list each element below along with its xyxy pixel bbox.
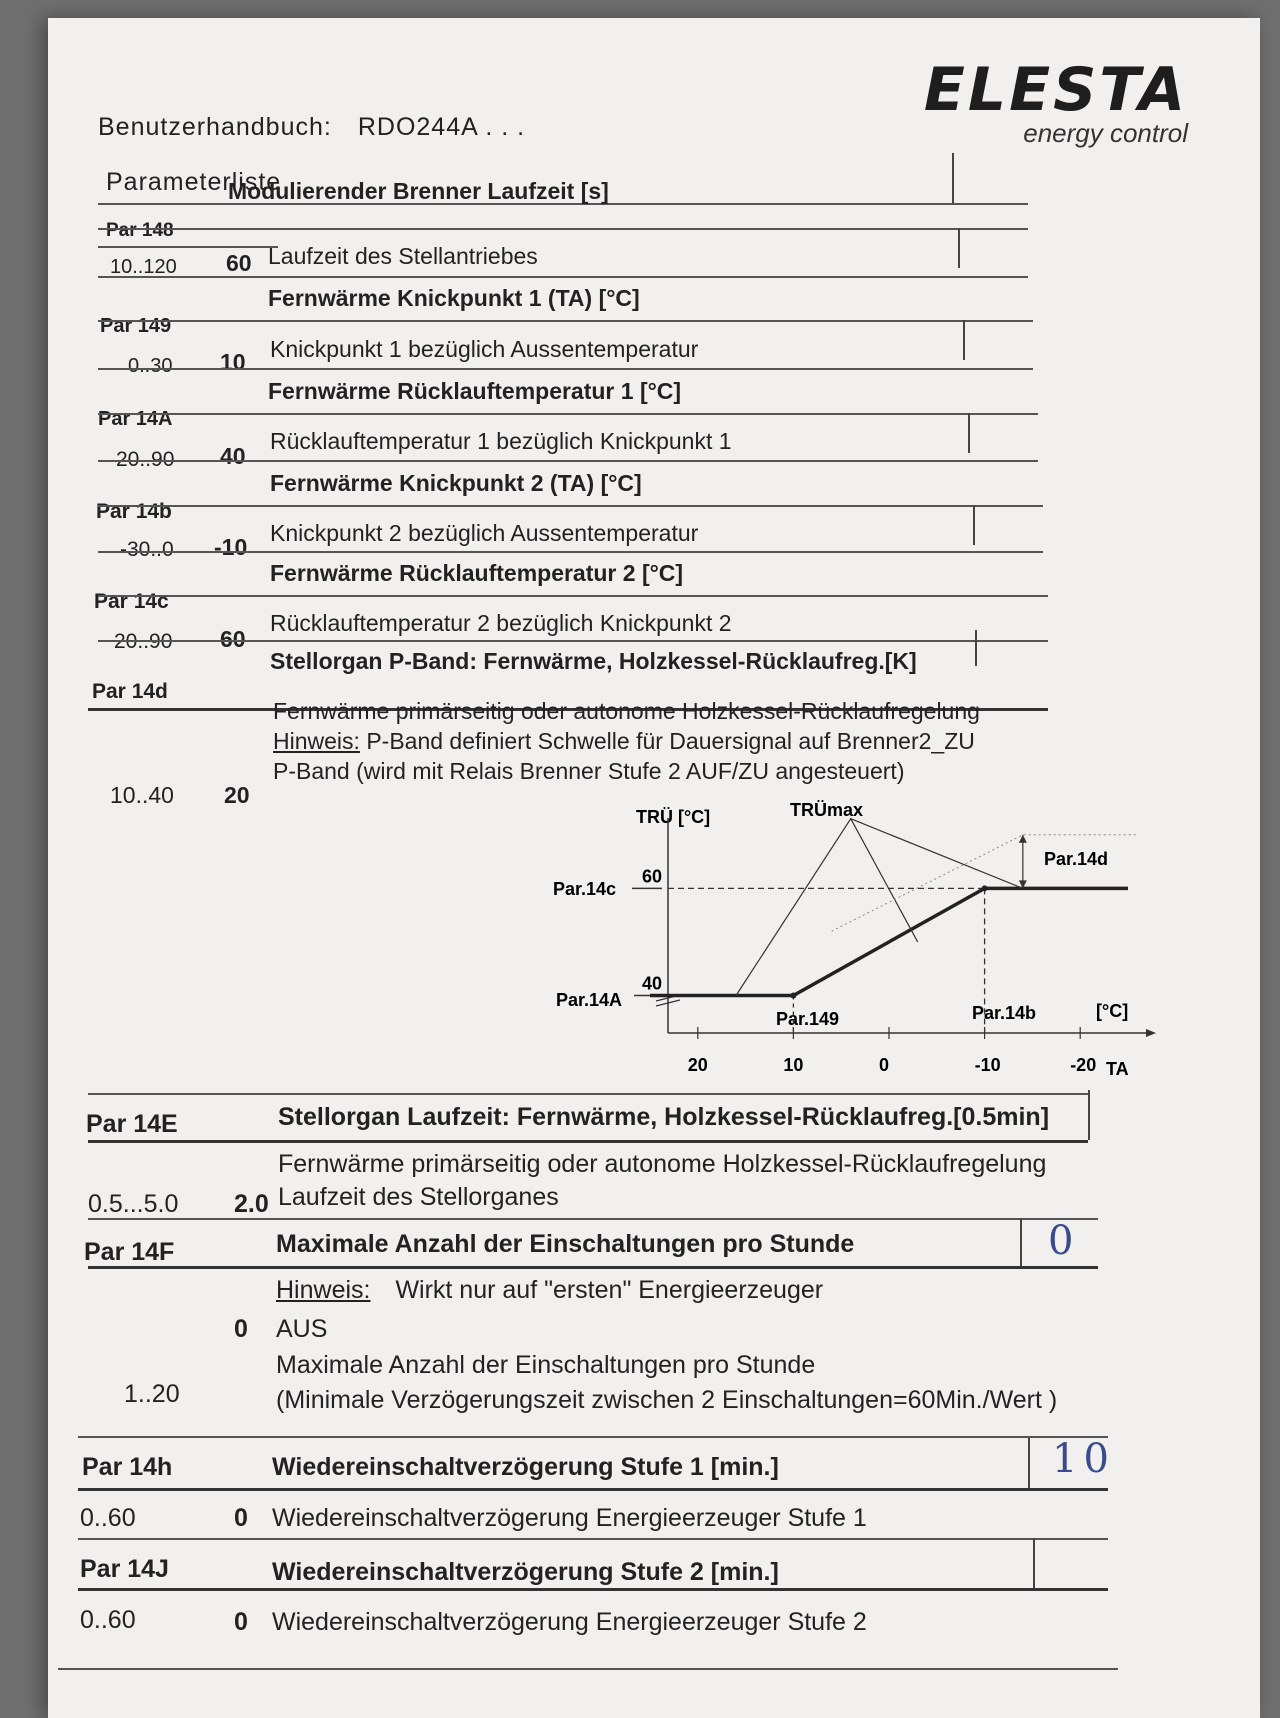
par14b-range: -30..0 (120, 538, 174, 561)
par14E-range: 0.5...5.0 (88, 1190, 179, 1218)
par14c-default: 60 (220, 626, 246, 652)
par14E-default: 2.0 (234, 1190, 269, 1218)
series-line (650, 888, 1128, 995)
par14F-title: Maximale Anzahl der Einschaltungen pro Stunde (276, 1230, 855, 1258)
par14F-range: 1..20 (124, 1380, 180, 1408)
par14A-desc: Rücklauftemperatur 1 bezüglich Knickpunkt 1 (270, 428, 732, 454)
x-tick-label: 20 (687, 1055, 708, 1075)
par14d-default: 20 (224, 782, 250, 808)
par14A-annotation: Par.14A (556, 990, 623, 1010)
doc-title: Benutzerhandbuch: (98, 113, 332, 141)
par14F-hint: Wirkt nur auf "ersten" Energieerzeuger (395, 1276, 824, 1304)
return-temperature-chart (553, 793, 1228, 1079)
par14h-title: Wiedereinschaltverzögerung Stufe 1 [min.] (272, 1453, 779, 1481)
par14A-code: Par 14A (98, 408, 173, 430)
par14A-default: 40 (220, 443, 246, 469)
doc-header (98, 113, 525, 142)
par149-annotation: Par.149 (776, 1009, 840, 1029)
elesta-logo (923, 55, 1188, 149)
par14F-code: Par 14F (84, 1238, 175, 1266)
par14h-range: 0..60 (80, 1504, 136, 1532)
par148-code: Par 148 (106, 220, 174, 241)
par148-default: 60 (226, 250, 252, 276)
par14c-desc: Rücklauftemperatur 2 bezüglich Knickpunkt 2 (270, 610, 732, 636)
x-tick-label: 0 (879, 1055, 890, 1075)
par14E-code: Par 14E (86, 1110, 178, 1138)
y-tick-label: 60 (642, 866, 663, 887)
x-tick-label: 10 (783, 1055, 804, 1075)
par14d-annotation: Par.14d (1044, 849, 1109, 869)
par14A-range: 20..90 (116, 448, 175, 471)
x-tick-label: -20 (1070, 1055, 1097, 1075)
logo-tagline: energy control (1023, 118, 1188, 148)
handwritten-par14F: 0 (1048, 1218, 1074, 1264)
par14F-opt0-text: AUS (276, 1315, 328, 1343)
par14d-desc: P-Band (wird mit Relais Brenner Stufe 2 AUF/ZU angesteuert) (273, 758, 905, 784)
par14h-default: 0 (234, 1504, 248, 1532)
series-point (982, 885, 988, 891)
par149-desc: Knickpunkt 1 bezüglich Aussentemperatur (270, 336, 699, 362)
par14F-desc: Maximale Anzahl der Einschaltungen pro Stunde (276, 1351, 816, 1379)
par14c-range: 20..90 (114, 630, 173, 653)
par148-title: Modulierender Brenner Laufzeit [s] (228, 178, 609, 204)
par14F-desc2: (Minimale Verzögerungszeit zwischen 2 Einschaltungen=60Min./Wert ) (276, 1386, 1058, 1414)
section-title: Parameterliste (106, 168, 282, 196)
par14h-desc: Wiedereinschaltverzögerung Energieerzeuger Stufe 1 (272, 1504, 867, 1532)
par14d-hint: P-Band definiert Schwelle für Dauersignal auf Brenner2_ZU (366, 728, 975, 754)
trumax-line (851, 819, 1023, 889)
par14E-desc: Laufzeit des Stellorganes (278, 1183, 559, 1211)
par14c-code: Par 14c (94, 590, 169, 613)
par14h-code: Par 14h (82, 1453, 173, 1481)
par14b-default: -10 (214, 534, 248, 560)
peak-label: TRÜmax (790, 800, 864, 820)
par148-desc: Laufzeit des Stellantriebes (268, 243, 538, 269)
par14b-desc: Knickpunkt 2 bezüglich Aussentemperatur (270, 520, 699, 546)
series-point (790, 993, 796, 999)
y-tick-label: 40 (642, 973, 663, 994)
par14E-line1: Fernwärme primärseitig oder autonome Holzkessel-Rücklaufregelung (278, 1150, 1047, 1178)
par14b-title: Fernwärme Knickpunkt 2 (TA) [°C] (270, 470, 642, 496)
par14d-range: 10..40 (110, 782, 174, 808)
x-axis-arrow (1146, 1029, 1156, 1037)
par14c-annotation: Par.14c (553, 879, 617, 899)
par149-default: 10 (220, 349, 246, 375)
trumax-line (736, 819, 918, 996)
par14J-title: Wiedereinschaltverzögerung Stufe 2 [min.] (272, 1558, 779, 1586)
par14F-opt0-value: 0 (234, 1315, 248, 1343)
x-unit-label: [°C] (1096, 1001, 1129, 1021)
par14c-title: Fernwärme Rücklauftemperatur 2 [°C] (270, 560, 684, 586)
par148-range: 10..120 (110, 256, 177, 278)
par14J-default: 0 (234, 1608, 248, 1636)
manual-page (48, 18, 1260, 1718)
par149-title: Fernwärme Knickpunkt 1 (TA) [°C] (268, 285, 640, 311)
par14d-code: Par 14d (92, 680, 168, 703)
par149-range: 0..30 (128, 355, 173, 377)
par149-code: Par 149 (100, 315, 172, 337)
par14J-desc: Wiedereinschaltverzögerung Energieerzeuger Stufe 2 (272, 1608, 867, 1636)
par14d-hint-label: Hinweis: (273, 728, 360, 754)
handwritten-par14h: 10 (1052, 1436, 1115, 1482)
par14b-annotation: Par.14b (972, 1003, 1037, 1023)
x-tick-label: -10 (974, 1055, 1001, 1075)
par14E-title: Stellorgan Laufzeit: Fernwärme, Holzkessel-Rücklaufreg.[0.5min] (278, 1103, 1050, 1131)
par14A-title: Fernwärme Rücklauftemperatur 1 [°C] (268, 378, 682, 404)
par14J-range: 0..60 (80, 1606, 136, 1634)
par14d-line1: Fernwärme primärseitig oder autonome Holzkessel-Rücklaufregelung (273, 698, 980, 724)
model-number: RDO244A . . . (357, 113, 526, 141)
logo-brand: ELESTA (923, 55, 1188, 125)
y-axis-label: TRÜ [°C] (636, 807, 711, 827)
par14d-title: Stellorgan P-Band: Fernwärme, Holzkessel-Rücklaufreg.[K] (270, 648, 917, 674)
par14b-code: Par 14b (96, 500, 172, 523)
par14F-hint-label: Hinweis: (276, 1276, 371, 1304)
x-axis-label: TA (1106, 1059, 1129, 1079)
par14J-code: Par 14J (80, 1555, 169, 1583)
